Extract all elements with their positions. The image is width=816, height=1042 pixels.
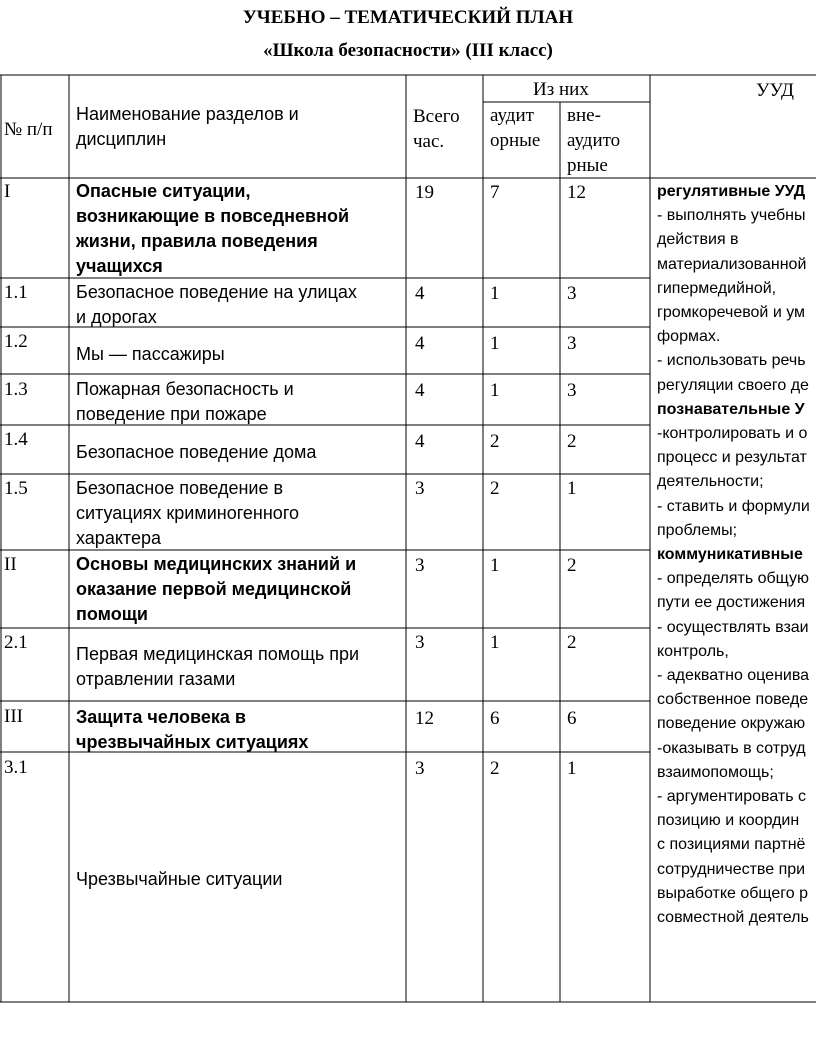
row-number: 1.2 (4, 331, 28, 352)
uud-line: - аргументировать с (657, 788, 806, 806)
page-subtitle: «Школа безопасности» (III класс) (263, 40, 553, 61)
row-extra: 3 (567, 283, 577, 304)
row-total: 3 (415, 758, 425, 779)
uud-line: сотрудничестве при (657, 860, 806, 878)
row-total: 19 (415, 182, 434, 203)
row-number: II (4, 554, 17, 575)
row-total: 4 (415, 431, 425, 452)
row-total: 12 (415, 708, 434, 729)
header-number: № п/п (4, 119, 53, 140)
uud-line: материализованной (657, 255, 807, 273)
uud-line: выработке общего р (657, 884, 809, 902)
row-name: Защита человека в чрезвычайных ситуациях (76, 707, 309, 752)
page-title: УЧЕБНО – ТЕМАТИЧЕСКИЙ ПЛАН (242, 7, 574, 28)
row-number: 3.1 (4, 757, 28, 778)
uud-column (650, 178, 816, 1002)
uud-line: контроль, (657, 642, 729, 660)
uud-line: взаимопомощь; (657, 763, 774, 781)
row-total: 4 (415, 283, 425, 304)
row-total: 4 (415, 333, 425, 354)
row-total: 4 (415, 380, 425, 401)
uud-line: - осуществлять взаи (657, 618, 809, 636)
row-number: 1.3 (4, 379, 28, 400)
row-auditory: 1 (490, 333, 500, 354)
header-uud: УУД (756, 80, 794, 101)
header-extra: вне- аудито рные (567, 105, 621, 176)
uud-line: действия в (657, 231, 739, 249)
uud-category: познавательные У (657, 400, 805, 418)
row-auditory: 1 (490, 380, 500, 401)
row-total: 3 (415, 555, 425, 576)
row-extra: 1 (567, 758, 577, 779)
row-extra: 3 (567, 380, 577, 401)
row-extra: 1 (567, 478, 577, 499)
uud-line: - выполнять учебны (657, 207, 806, 225)
row-number: I (4, 181, 11, 202)
uud-line: деятельности; (657, 473, 764, 491)
row-number: III (4, 706, 23, 727)
row-number: 2.1 (4, 632, 28, 653)
uud-category: коммуникативные (657, 546, 803, 564)
uud-line: процесс и результат (657, 449, 807, 467)
uud-line: проблемы; (657, 521, 738, 539)
uud-line: формах. (657, 328, 721, 346)
row-auditory: 1 (490, 632, 500, 653)
uud-line: позицию и координ (657, 812, 800, 830)
uud-line: -контролировать и о (657, 425, 808, 443)
row-name: Безопасное поведение на улицах и дорогах (76, 282, 357, 327)
row-extra: 3 (567, 333, 577, 354)
row-extra: 6 (567, 708, 577, 729)
uud-line: громкоречевой и ум (657, 304, 806, 322)
row-name: Первая медицинская помощь при отравлении газами (76, 644, 360, 689)
row-number: 1.5 (4, 478, 28, 499)
row-auditory: 1 (490, 283, 500, 304)
row-name: Чрезвычайные ситуации (76, 869, 283, 889)
uud-line: -оказывать в сотруд (657, 739, 806, 757)
row-auditory: 1 (490, 555, 500, 576)
uud-line: совместной деятель (657, 909, 809, 927)
uud-line: - использовать речь (657, 352, 806, 370)
header-auditory: аудит орные (490, 105, 541, 151)
row-number: 1.1 (4, 282, 28, 303)
row-extra: 2 (567, 431, 577, 452)
header-total: Всего час. (413, 106, 460, 152)
uud-line: - ставить и формули (657, 497, 810, 515)
row-extra: 2 (567, 555, 577, 576)
header-of-them: Из них (533, 79, 589, 100)
row-name: Основы медицинских знаний и оказание первой медицинской помощи (76, 554, 357, 624)
row-auditory: 6 (490, 708, 500, 729)
row-total: 3 (415, 478, 425, 499)
row-name: Безопасное поведение дома (76, 442, 317, 462)
uud-line: - определять общую (657, 570, 809, 588)
row-extra: 2 (567, 632, 577, 653)
uud-line: поведение окружаю (657, 715, 806, 733)
row-auditory: 2 (490, 431, 500, 452)
row-name: Безопасное поведение в ситуациях криминогенного характера (76, 478, 299, 548)
row-name: Пожарная безопасность и поведение при пожаре (76, 379, 294, 424)
row-extra: 12 (567, 182, 586, 203)
uud-line: гипермедийной, (657, 279, 777, 297)
uud-line: - адекватно оценива (657, 667, 810, 685)
uud-line: с позициями партнё (657, 836, 806, 854)
uud-line: регуляции своего де (657, 376, 809, 394)
row-auditory: 2 (490, 758, 500, 779)
uud-line: собственное поведе (657, 691, 809, 709)
row-auditory: 7 (490, 182, 500, 203)
row-auditory: 2 (490, 478, 500, 499)
uud-line: пути ее достижения (657, 594, 806, 612)
row-number: 1.4 (4, 429, 28, 450)
uud-category: регулятивные УУД (657, 183, 806, 200)
row-name: Мы — пассажиры (76, 344, 225, 364)
row-total: 3 (415, 632, 425, 653)
uud-text (657, 180, 810, 930)
row-name: Опасные ситуации, возникающие в повседневной жизни, правила поведения учащихся (76, 181, 350, 276)
header-name: Наименование разделов и дисциплин (76, 104, 299, 149)
